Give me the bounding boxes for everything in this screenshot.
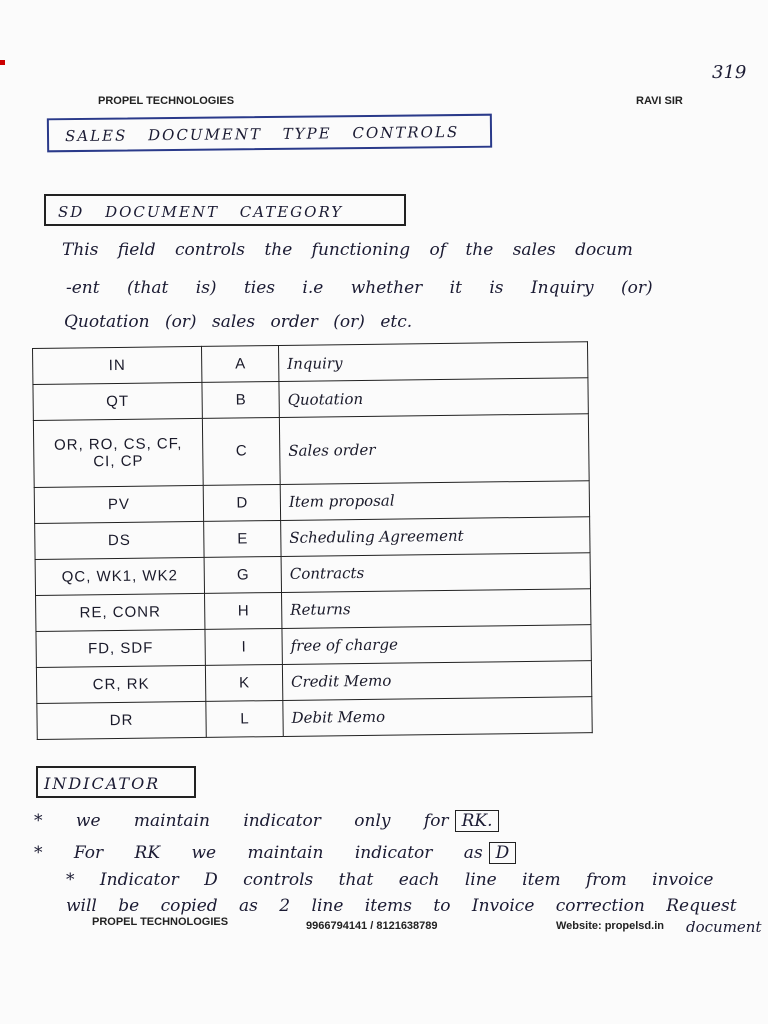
doc-types-cell: DR	[37, 701, 206, 739]
page-number: 319	[712, 62, 747, 83]
category-desc-cell: Scheduling Agreement	[281, 516, 590, 556]
doc-types-cell: CR, RK	[36, 665, 205, 703]
category-desc-cell: Debit Memo	[283, 697, 592, 737]
indicator-line: * Indicator D controls that each line item from invoice	[66, 870, 714, 890]
paragraph-line: Quotation (or) sales order (or) etc.	[64, 312, 413, 332]
table-row	[33, 414, 589, 487]
paragraph-line: This field controls the functioning of the sales docum	[62, 240, 633, 260]
category-desc-cell: Sales order	[279, 414, 589, 484]
indicator-line-text: * we maintain indicator only for	[34, 811, 449, 831]
category-desc-cell: free of charge	[282, 624, 591, 664]
doc-types-cell: QT	[33, 382, 202, 420]
indicator-heading-box	[36, 766, 196, 798]
category-code-cell: G	[204, 556, 281, 593]
header-company: PROPEL TECHNOLOGIES	[98, 95, 235, 107]
category-code-cell: C	[202, 418, 280, 485]
category-table	[32, 341, 593, 740]
category-code-cell: L	[206, 700, 283, 737]
category-code-cell: E	[204, 520, 281, 557]
category-desc-cell: Item proposal	[280, 480, 589, 520]
category-code-cell: A	[201, 345, 278, 382]
paragraph-line: -ent (that is) ties i.e whether it is Inquiry (or)	[66, 278, 653, 298]
footer-company: PROPEL TECHNOLOGIES	[92, 916, 229, 928]
category-code-cell: I	[205, 628, 282, 665]
boxed-value-d: D	[489, 842, 517, 864]
indicator-line	[34, 810, 499, 832]
footer-website: Website: propelsd.in	[556, 920, 664, 932]
doc-types-cell: FD, SDF	[36, 629, 205, 667]
indicator-line	[34, 842, 516, 864]
boxed-value-rk: RK.	[455, 810, 500, 832]
category-code-cell: H	[205, 592, 282, 629]
doc-types-cell: DS	[35, 521, 204, 559]
doc-types-cell: PV	[34, 485, 203, 523]
indicator-heading: INDICATOR	[44, 774, 161, 793]
title-box	[47, 114, 492, 153]
category-desc-cell: Contracts	[281, 552, 590, 592]
section-title: SD DOCUMENT CATEGORY	[58, 203, 344, 221]
section-title-box	[44, 194, 406, 226]
indicator-line-text: * For RK we maintain indicator as	[34, 843, 483, 863]
header-author: RAVI SIR	[636, 95, 683, 107]
doc-types-cell: RE, CONR	[36, 593, 205, 631]
page-title: SALES DOCUMENT TYPE CONTROLS	[64, 123, 460, 146]
category-code-cell: B	[202, 382, 279, 419]
category-code-cell: K	[205, 664, 282, 701]
category-desc-cell: Quotation	[279, 378, 588, 418]
category-desc-cell: Returns	[282, 588, 591, 628]
doc-types-cell: OR, RO, CS, CF, CI, CP	[33, 419, 203, 487]
page-edge-mark	[0, 60, 5, 65]
category-code-cell: D	[203, 484, 280, 521]
category-desc-cell: Inquiry	[278, 342, 587, 382]
indicator-line: will be copied as 2 line items to Invoice correction Request	[66, 896, 737, 916]
doc-types-cell: QC, WK1, WK2	[35, 557, 204, 595]
footer-phone: 9966794141 / 8121638789	[306, 920, 438, 932]
footer-trailing-word: document	[686, 918, 762, 936]
category-desc-cell: Credit Memo	[282, 661, 591, 701]
table-row	[37, 697, 592, 740]
doc-types-cell: IN	[33, 346, 202, 384]
